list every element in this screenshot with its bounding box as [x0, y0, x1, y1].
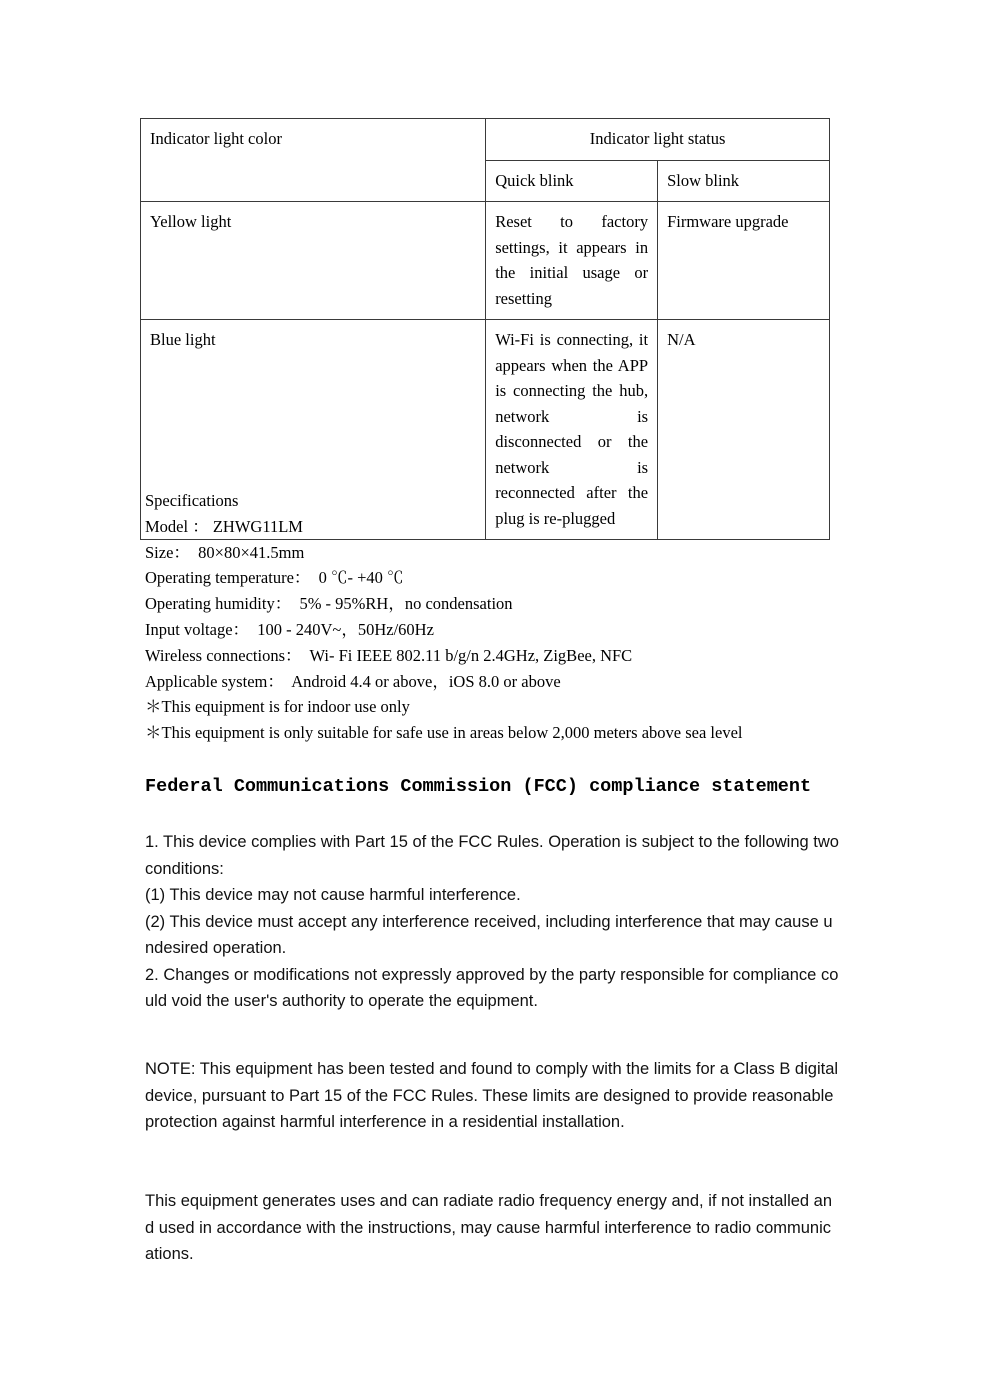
spec-input-voltage: Input voltage： 100 - 240V~，50Hz/60Hz: [145, 619, 434, 639]
spec-applicable-system: Applicable system： Android 4.4 or above，iOS 8.0 or above: [145, 671, 561, 691]
fcc-condition-1: (1) This device may not cause harmful interference.: [145, 886, 521, 904]
cell-yellow-light-color: Yellow light: [141, 202, 486, 320]
spec-note-altitude: ＊This equipment is only suitable for safe use in areas below 2,000 meters above sea level: [145, 723, 743, 743]
table-header-row-1: [141, 119, 830, 161]
table-header-quick-blink: Quick blink: [486, 160, 658, 202]
spec-note-indoor-use: ＊This equipment is for indoor use only: [145, 697, 410, 717]
fcc-final-paragraph: This equipment generates uses and can radiate radio frequency energy and, if not installed and used in accordance with the instructions, may cause harmful interference to radio communications.: [145, 1192, 833, 1263]
table-header-indicator-light-color: Indicator light color: [141, 119, 486, 202]
spec-model: Model ： ZHWG11LM: [145, 516, 303, 536]
fcc-item-2: 2. Changes or modifications not expressly approved by the party responsible for compliance could void the user's authority to operate the equipment.: [145, 965, 839, 1010]
specifications-title: Specifications: [145, 491, 239, 510]
cell-yellow-light-slow-blink: Firmware upgrade: [658, 202, 830, 320]
fcc-item-1: 1. This device complies with Part 15 of the FCC Rules. Operation is subject to the following two conditions:: [145, 833, 839, 878]
table-header-slow-blink: Slow blink: [658, 160, 830, 202]
cell-blue-light-color: Blue light: [141, 320, 486, 540]
cell-yellow-light-quick-blink: Reset to factory settings, it appears in the initial usage or resetting: [486, 202, 658, 320]
fcc-compliance-heading: Federal Communications Commission (FCC) compliance statement: [145, 776, 812, 797]
indicator-light-table: [140, 118, 830, 540]
specifications-section: [145, 488, 845, 746]
fcc-final-paragraph-block: [145, 1188, 839, 1268]
cell-blue-light-quick-blink: Wi-Fi is connecting, it appears when the APP is connecting the hub, network is disconnected or the network is reconnected after the plug is re-plugged: [486, 320, 658, 540]
spec-size: Size： 80×80×41.5mm: [145, 542, 305, 562]
spec-operating-temperature: Operating temperature： 0 ℃- +40 ℃: [145, 568, 404, 588]
table-header-indicator-light-status: Indicator light status: [486, 119, 830, 161]
fcc-note-text: NOTE: This equipment has been tested and found to comply with the limits for a Class B digital device, pursuant to Part 15 of the FCC Rules. These limits are designed to provide reasonable protection against harmful interference in a residential installation.: [145, 1060, 839, 1131]
fcc-note-block: [145, 1056, 839, 1136]
cell-blue-light-slow-blink: N/A: [658, 320, 830, 540]
spec-operating-humidity: Operating humidity： 5% - 95%RH，no condensation: [145, 594, 513, 614]
spec-wireless-connections: Wireless connections： Wi- Fi IEEE 802.11 b/g/n 2.4GHz, ZigBee, NFC: [145, 645, 633, 665]
table-row: [141, 202, 830, 320]
fcc-condition-2: (2) This device must accept any interference received, including interference that may cause undesired operation.: [145, 912, 833, 957]
fcc-conditions-block: [145, 829, 839, 1015]
